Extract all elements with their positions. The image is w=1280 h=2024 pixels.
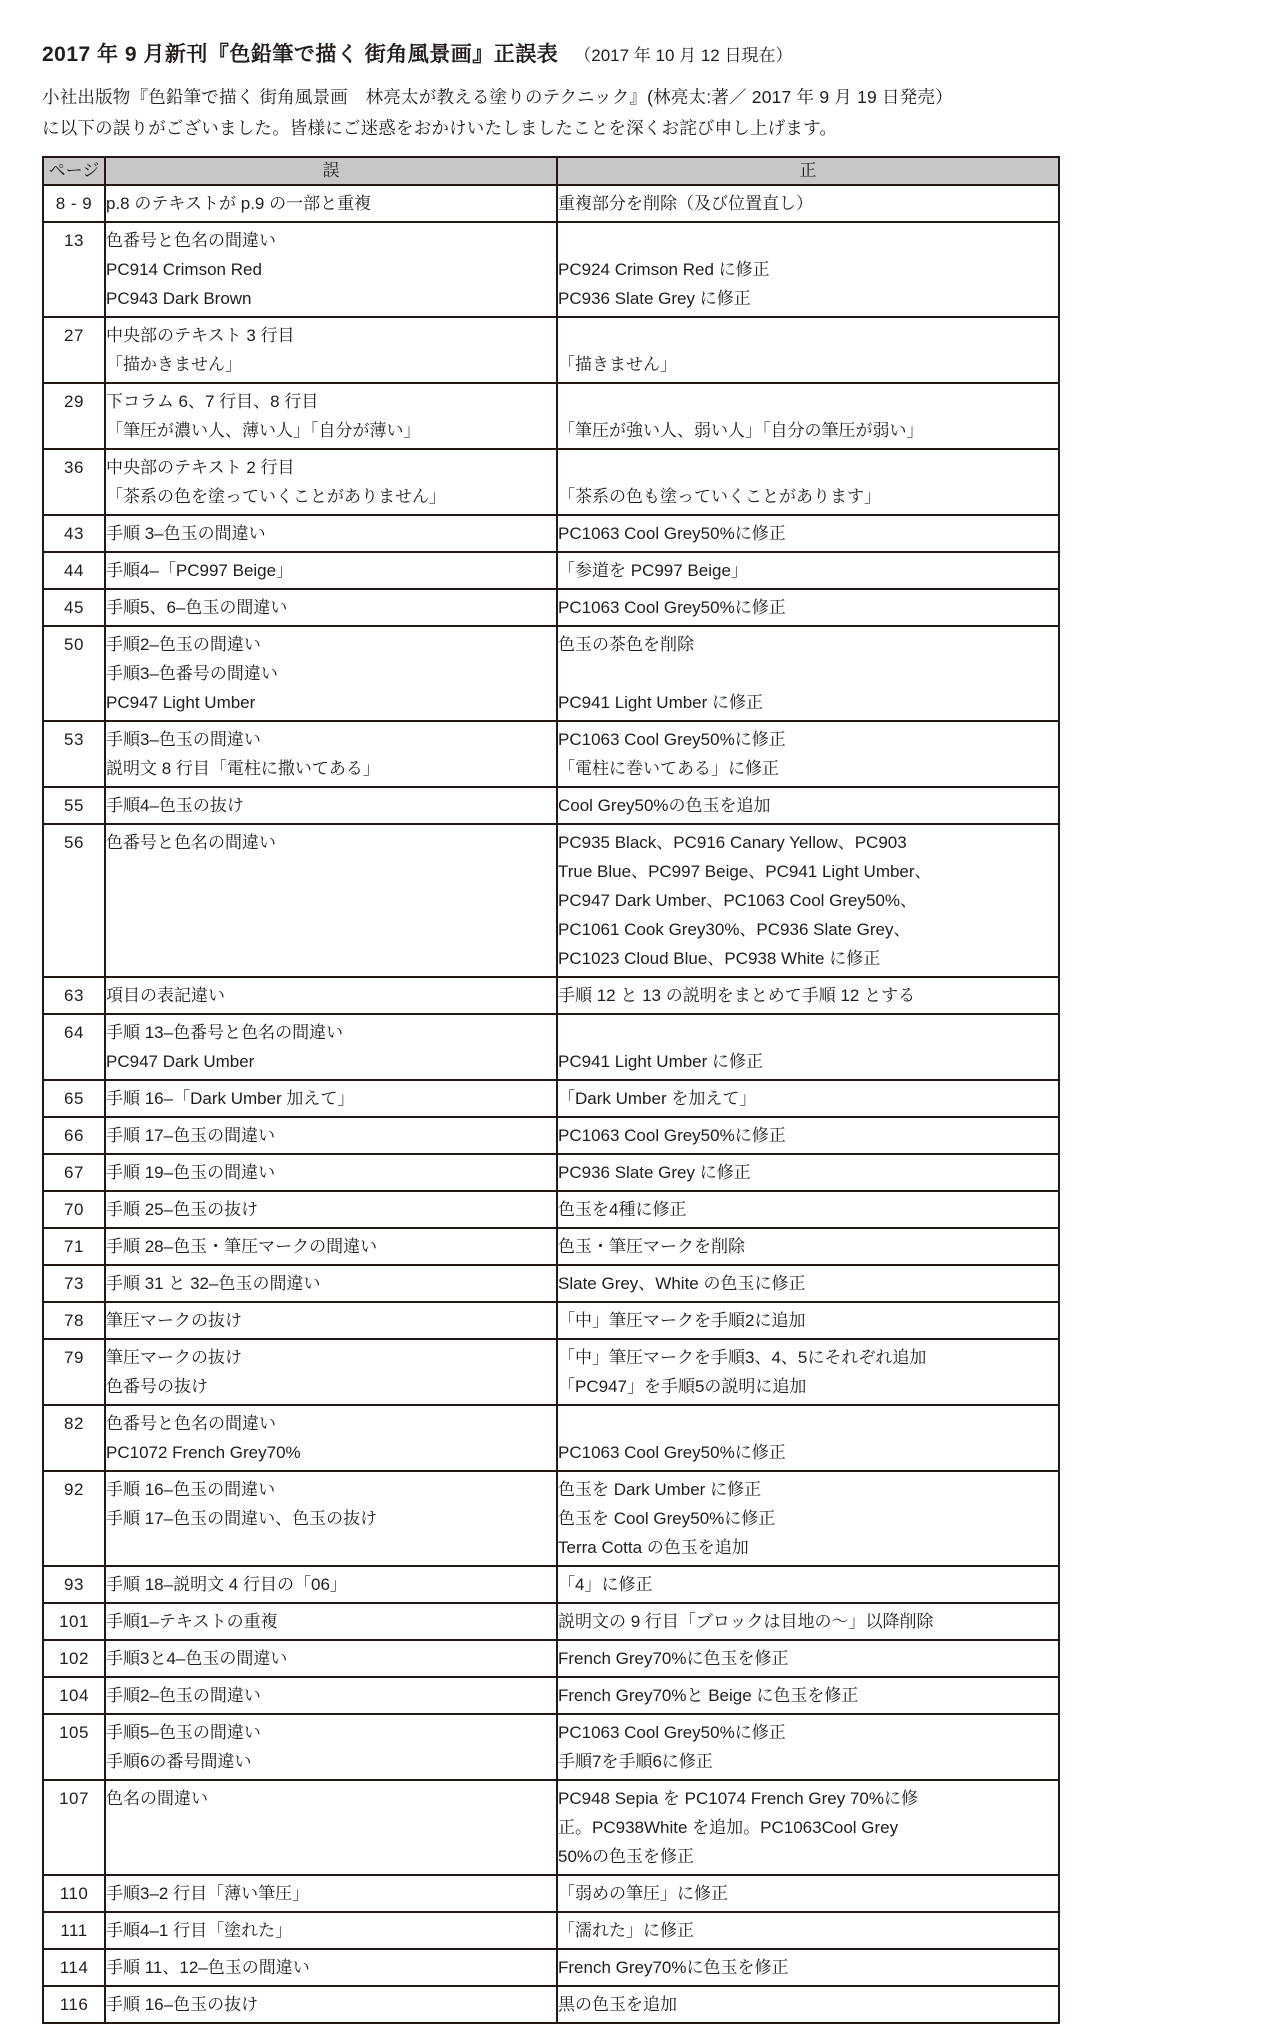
page-number: 8 - 9 (55, 194, 93, 213)
cell-line: PC947 Dark Umber (106, 1052, 255, 1071)
cell-line (106, 944, 556, 973)
page-number: 104 (59, 1686, 89, 1705)
cell-line: 「茶系の色も塗っていくことがあります」 (558, 487, 881, 506)
cell-line: 色玉を Cool Grey50%に修正 (558, 1509, 776, 1528)
cell-line (558, 1018, 1058, 1047)
cell-line (106, 1813, 556, 1842)
cell-line: 「濡れた」に修正 (558, 1921, 694, 1940)
cell-line: 中央部のテキスト 3 行目 (106, 326, 295, 345)
cell-line: PC1023 Cloud Blue、PC938 White に修正 (558, 949, 881, 968)
cell-line: 手順6の番号間違い (106, 1752, 252, 1771)
header-page: ページ (43, 157, 105, 185)
page-number: 78 (64, 1311, 84, 1330)
cell-line: French Grey70%に色玉を修正 (558, 1958, 789, 1977)
page-number: 56 (64, 833, 84, 852)
correct-cell (557, 1265, 1059, 1302)
correct-cell (557, 449, 1059, 515)
wrong-cell (105, 185, 557, 222)
cell-line: 「参道を PC997 Beige」 (558, 561, 748, 580)
page-cell (43, 589, 105, 626)
correct-cell (557, 1566, 1059, 1603)
page-number: 36 (64, 458, 84, 477)
page-cell (43, 449, 105, 515)
wrong-cell (105, 515, 557, 552)
page-number: 92 (64, 1480, 84, 1499)
page-cell (43, 1302, 105, 1339)
table-row (43, 383, 1059, 449)
table-header-row (43, 157, 1059, 185)
cell-line: PC1063 Cool Grey50%に修正 (558, 1723, 786, 1742)
page-number: 102 (59, 1649, 89, 1668)
page-number: 44 (64, 561, 84, 580)
table-body (43, 185, 1059, 2023)
page-number: 65 (64, 1089, 84, 1108)
page-number: 64 (64, 1023, 84, 1042)
page-cell (43, 1986, 105, 2023)
correct-cell (557, 1302, 1059, 1339)
cell-line: 色名の間違い (106, 1789, 208, 1808)
correct-cell (557, 824, 1059, 977)
cell-line: True Blue、PC997 Beige、PC941 Light Umber、 (558, 862, 932, 881)
wrong-cell (105, 1154, 557, 1191)
page-cell (43, 1875, 105, 1912)
wrong-cell (105, 1677, 557, 1714)
cell-line: 項目の表記違い (106, 986, 225, 1005)
cell-line: PC948 Sepia を PC1074 French Grey 70%に修 (558, 1789, 919, 1808)
correct-cell (557, 1405, 1059, 1471)
cell-line: 手順2–色玉の間違い (106, 635, 261, 654)
table-row (43, 1265, 1059, 1302)
cell-line: 「描かきません」 (106, 355, 242, 374)
cell-line (558, 321, 1058, 350)
page-number: 110 (59, 1884, 89, 1903)
page-cell (43, 824, 105, 977)
cell-line: PC947 Dark Umber、PC1063 Cool Grey50%、 (558, 891, 918, 910)
wrong-cell (105, 1302, 557, 1339)
table-row (43, 1780, 1059, 1875)
correct-cell (557, 977, 1059, 1014)
cell-line: PC1063 Cool Grey50%に修正 (558, 524, 786, 543)
correct-cell (557, 1986, 1059, 2023)
errata-table (42, 156, 1060, 2024)
page-number: 116 (59, 1995, 89, 2014)
wrong-cell (105, 824, 557, 977)
page-number: 71 (64, 1237, 84, 1256)
page-cell (43, 977, 105, 1014)
correct-cell (557, 1080, 1059, 1117)
page-cell (43, 1405, 105, 1471)
cell-line: PC1072 French Grey70% (106, 1443, 301, 1462)
page-number: 93 (64, 1575, 84, 1594)
cell-line: 手順 16–色玉の間違い (106, 1480, 276, 1499)
cell-line: PC914 Crimson Red (106, 260, 262, 279)
page-number: 107 (59, 1789, 89, 1808)
header-wrong: 誤 (105, 157, 557, 185)
cell-line: 手順4–「PC997 Beige」 (106, 561, 294, 580)
cell-line: PC1063 Cool Grey50%に修正 (558, 1443, 786, 1462)
cell-line: PC941 Light Umber に修正 (558, 1052, 764, 1071)
revision-date-note: （2017 年 10 月 12 日現在） (574, 46, 793, 65)
page-cell (43, 1265, 105, 1302)
page-cell (43, 185, 105, 222)
page-number: 105 (59, 1723, 89, 1742)
table-row (43, 449, 1059, 515)
table-row (43, 1949, 1059, 1986)
cell-line (558, 387, 1058, 416)
cell-line: 手順 28–色玉・筆圧マークの間違い (106, 1237, 378, 1256)
cell-line: 「描きません」 (558, 355, 677, 374)
cell-line: 手順 18–説明文 4 行目の「06」 (106, 1575, 347, 1594)
wrong-cell (105, 552, 557, 589)
table-row (43, 515, 1059, 552)
cell-line (558, 1409, 1058, 1438)
page-number: 29 (64, 392, 84, 411)
page-cell (43, 1677, 105, 1714)
correct-cell (557, 317, 1059, 383)
cell-line: 手順5、6–色玉の間違い (106, 598, 288, 617)
cell-line: 「4」に修正 (558, 1575, 653, 1594)
correct-cell (557, 589, 1059, 626)
correct-cell (557, 1714, 1059, 1780)
wrong-cell (105, 1080, 557, 1117)
cell-line: 手順1–テキストの重複 (106, 1612, 278, 1631)
correct-cell (557, 1603, 1059, 1640)
correct-cell (557, 626, 1059, 721)
page-cell (43, 383, 105, 449)
cell-line: 色番号と色名の間違い (106, 1414, 276, 1433)
correct-cell (557, 515, 1059, 552)
cell-line: 色番号と色名の間違い (106, 231, 276, 250)
cell-line: 「中」筆圧マークを手順3、4、5にそれぞれ追加 (558, 1348, 927, 1367)
table-row (43, 1014, 1059, 1080)
table-row (43, 1191, 1059, 1228)
cell-line: 手順3–2 行目「薄い筆圧」 (106, 1884, 310, 1903)
cell-line: 「弱めの筆圧」に修正 (558, 1884, 728, 1903)
cell-line: 手順 12 と 13 の説明をまとめて手順 12 とする (558, 986, 916, 1005)
correct-cell (557, 1677, 1059, 1714)
correct-cell (557, 185, 1059, 222)
table-row (43, 185, 1059, 222)
page-cell (43, 1471, 105, 1566)
cell-line: French Grey70%に色玉を修正 (558, 1649, 789, 1668)
correct-cell (557, 383, 1059, 449)
cell-line: 「茶系の色を塗っていくことがありません」 (106, 487, 446, 506)
page-cell (43, 1714, 105, 1780)
cell-line: 手順 16–「Dark Umber 加えて」 (106, 1089, 355, 1108)
table-row (43, 552, 1059, 589)
table-row (43, 1117, 1059, 1154)
cell-line: PC936 Slate Grey に修正 (558, 289, 751, 308)
table-row (43, 317, 1059, 383)
page-number: 101 (59, 1612, 89, 1631)
page-cell (43, 1014, 105, 1080)
wrong-cell (105, 787, 557, 824)
correct-cell (557, 721, 1059, 787)
cell-line (558, 226, 1058, 255)
cell-line: 筆圧マークの抜け (106, 1311, 242, 1330)
cell-line: French Grey70%と Beige に色玉を修正 (558, 1686, 859, 1705)
cell-line: PC936 Slate Grey に修正 (558, 1163, 751, 1182)
cell-line: 下コラム 6、7 行目、8 行目 (106, 392, 319, 411)
page-cell (43, 515, 105, 552)
page-cell (43, 1191, 105, 1228)
table-row (43, 1302, 1059, 1339)
cell-line: 「筆圧が濃い人、薄い人」「自分が薄い」 (106, 421, 421, 440)
page-cell (43, 1339, 105, 1405)
wrong-cell (105, 1640, 557, 1677)
page-number: 13 (64, 231, 84, 250)
cell-line: PC924 Crimson Red に修正 (558, 260, 770, 279)
correct-cell (557, 1912, 1059, 1949)
cell-line: Terra Cotta の色玉を追加 (558, 1538, 749, 1557)
cell-line: 黒の色玉を追加 (558, 1995, 677, 2014)
wrong-cell (105, 1780, 557, 1875)
wrong-cell (105, 317, 557, 383)
cell-line: 「Dark Umber を加えて」 (558, 1089, 757, 1108)
table-row (43, 977, 1059, 1014)
cell-line: 中央部のテキスト 2 行目 (106, 458, 295, 477)
correct-cell (557, 1117, 1059, 1154)
cell-line: 色玉・筆圧マークを削除 (558, 1237, 745, 1256)
cell-line: 正。PC938White を追加。PC1063Cool Grey (558, 1818, 899, 1837)
wrong-cell (105, 1405, 557, 1471)
cell-line: 手順3–色番号の間違い (106, 664, 278, 683)
cell-line (558, 659, 1058, 688)
wrong-cell (105, 383, 557, 449)
page-cell (43, 1080, 105, 1117)
cell-line: PC947 Light Umber (106, 693, 256, 712)
page-number: 63 (64, 986, 84, 1005)
page-number: 27 (64, 326, 84, 345)
wrong-cell (105, 1912, 557, 1949)
page-cell (43, 1228, 105, 1265)
correct-cell (557, 1154, 1059, 1191)
wrong-cell (105, 1949, 557, 1986)
correct-cell (557, 1780, 1059, 1875)
wrong-cell (105, 626, 557, 721)
table-row (43, 1566, 1059, 1603)
wrong-cell (105, 1339, 557, 1405)
page-number: 79 (64, 1348, 84, 1367)
wrong-cell (105, 1875, 557, 1912)
wrong-cell (105, 977, 557, 1014)
cell-line: 手順4–1 行目「塗れた」 (106, 1921, 293, 1940)
cell-line: 重複部分を削除（及び位置直し） (558, 194, 813, 213)
cell-line (106, 915, 556, 944)
cell-line: PC941 Light Umber に修正 (558, 693, 764, 712)
document-title-text: 2017 年 9 月新刊『色鉛筆で描く 街角風景画』正誤表 (42, 43, 559, 66)
table-row (43, 626, 1059, 721)
cell-line: 手順 25–色玉の抜け (106, 1200, 259, 1219)
cell-line: Cool Grey50%の色玉を追加 (558, 796, 771, 815)
page-cell (43, 552, 105, 589)
cell-line (106, 886, 556, 915)
header-correct: 正 (557, 157, 1059, 185)
table-row (43, 1986, 1059, 2023)
wrong-cell (105, 1986, 557, 2023)
wrong-cell (105, 589, 557, 626)
page-cell (43, 1566, 105, 1603)
cell-line: p.8 のテキストが p.9 の一部と重複 (106, 194, 372, 213)
correct-cell (557, 787, 1059, 824)
cell-line: PC1063 Cool Grey50%に修正 (558, 598, 786, 617)
page-number: 53 (64, 730, 84, 749)
page-cell (43, 1640, 105, 1677)
page-number: 45 (64, 598, 84, 617)
table-row (43, 1228, 1059, 1265)
cell-line: PC1063 Cool Grey50%に修正 (558, 1126, 786, 1145)
cell-line: 手順 13–色番号と色名の間違い (106, 1023, 344, 1042)
page-cell (43, 787, 105, 824)
cell-line: 色玉を4種に修正 (558, 1200, 687, 1219)
cell-line: 手順 3–色玉の間違い (106, 524, 266, 543)
page-cell (43, 1780, 105, 1875)
page-number: 70 (64, 1200, 84, 1219)
cell-line: 手順 17–色玉の間違い、色玉の抜け (106, 1509, 378, 1528)
table-row (43, 1640, 1059, 1677)
cell-line: PC1061 Cook Grey30%、PC936 Slate Grey、 (558, 920, 911, 939)
cell-line: 手順 16–色玉の抜け (106, 1995, 259, 2014)
table-row (43, 824, 1059, 977)
cell-line: PC1063 Cool Grey50%に修正 (558, 730, 786, 749)
page-number: 114 (59, 1958, 89, 1977)
table-row (43, 1912, 1059, 1949)
table-row (43, 1714, 1059, 1780)
wrong-cell (105, 1471, 557, 1566)
wrong-cell (105, 449, 557, 515)
page-number: 66 (64, 1126, 84, 1145)
page-cell (43, 721, 105, 787)
cell-line: 色番号と色名の間違い (106, 833, 276, 852)
cell-line: 50%の色玉を修正 (558, 1847, 695, 1866)
wrong-cell (105, 1228, 557, 1265)
table-row (43, 1405, 1059, 1471)
cell-line: 色玉を Dark Umber に修正 (558, 1480, 762, 1499)
table-row (43, 1875, 1059, 1912)
page-cell (43, 317, 105, 383)
wrong-cell (105, 1191, 557, 1228)
cell-line (558, 453, 1058, 482)
table-row (43, 1154, 1059, 1191)
cell-line: 色玉の茶色を削除 (558, 635, 694, 654)
page-number: 82 (64, 1414, 84, 1433)
table-row (43, 1339, 1059, 1405)
page-cell (43, 1912, 105, 1949)
page-number: 50 (64, 635, 84, 654)
correct-cell (557, 1875, 1059, 1912)
table-row (43, 589, 1059, 626)
correct-cell (557, 1471, 1059, 1566)
wrong-cell (105, 1117, 557, 1154)
correct-cell (557, 222, 1059, 317)
cell-line: 説明文 8 行目「電柱に撒いてある」 (106, 759, 380, 778)
cell-line (106, 857, 556, 886)
cell-line: 「筆圧が強い人、弱い人」「自分の筆圧が弱い」 (558, 421, 924, 440)
intro-line-1: 小社出版物『色鉛筆で描く 街角風景画 林亮太が教える塗りのテクニック』(林亮太:著／ 2017 年 9 月 19 日発売） (42, 87, 953, 107)
table-row (43, 1471, 1059, 1566)
table-row (43, 1080, 1059, 1117)
wrong-cell (105, 1714, 557, 1780)
page-number: 67 (64, 1163, 84, 1182)
wrong-cell (105, 1014, 557, 1080)
wrong-cell (105, 222, 557, 317)
cell-line: 説明文の 9 行目「ブロックは目地の〜」以降削除 (558, 1612, 934, 1631)
cell-line: 筆圧マークの抜け (106, 1348, 242, 1367)
correct-cell (557, 1191, 1059, 1228)
table-row (43, 787, 1059, 824)
cell-line: 「電柱に巻いてある」に修正 (558, 759, 779, 778)
page-cell (43, 1154, 105, 1191)
wrong-cell (105, 721, 557, 787)
cell-line: 手順 11、12–色玉の間違い (106, 1958, 310, 1977)
cell-line: 手順3–色玉の間違い (106, 730, 261, 749)
page-cell (43, 1117, 105, 1154)
cell-line: PC943 Dark Brown (106, 289, 252, 308)
cell-line: PC935 Black、PC916 Canary Yellow、PC903 (558, 833, 907, 852)
page-cell (43, 222, 105, 317)
page-number: 55 (64, 796, 84, 815)
cell-line: 手順5–色玉の間違い (106, 1723, 261, 1742)
page-number: 73 (64, 1274, 84, 1293)
cell-line: 「PC947」を手順5の説明に追加 (558, 1377, 807, 1396)
cell-line (106, 1533, 556, 1562)
wrong-cell (105, 1265, 557, 1302)
cell-line: 手順 31 と 32–色玉の間違い (106, 1274, 321, 1293)
correct-cell (557, 1640, 1059, 1677)
intro-line-2: に以下の誤りがございました。皆様にご迷惑をおかけいたしましたことを深くお詫び申し上げます。 (42, 118, 838, 138)
table-row (43, 721, 1059, 787)
correct-cell (557, 1228, 1059, 1265)
wrong-cell (105, 1566, 557, 1603)
cell-line: 手順 19–色玉の間違い (106, 1163, 276, 1182)
cell-line: 手順7を手順6に修正 (558, 1752, 713, 1771)
page-number: 43 (64, 524, 84, 543)
cell-line (106, 1842, 556, 1871)
cell-line: Slate Grey、White の色玉に修正 (558, 1274, 806, 1293)
page-cell (43, 1949, 105, 1986)
cell-line: 手順4–色玉の抜け (106, 796, 244, 815)
correct-cell (557, 1014, 1059, 1080)
correct-cell (557, 552, 1059, 589)
cell-line: 「中」筆圧マークを手順2に追加 (558, 1311, 806, 1330)
page-cell (43, 626, 105, 721)
table-row (43, 1603, 1059, 1640)
correct-cell (557, 1339, 1059, 1405)
correct-cell (557, 1949, 1059, 1986)
cell-line: 手順3と4–色玉の間違い (106, 1649, 288, 1668)
cell-line: 手順2–色玉の間違い (106, 1686, 261, 1705)
page-cell (43, 1603, 105, 1640)
table-row (43, 1677, 1059, 1714)
cell-line: 手順 17–色玉の間違い (106, 1126, 276, 1145)
table-row (43, 222, 1059, 317)
wrong-cell (105, 1603, 557, 1640)
cell-line: 色番号の抜け (106, 1377, 208, 1396)
page-title (42, 38, 1280, 68)
page-number: 111 (60, 1921, 88, 1940)
